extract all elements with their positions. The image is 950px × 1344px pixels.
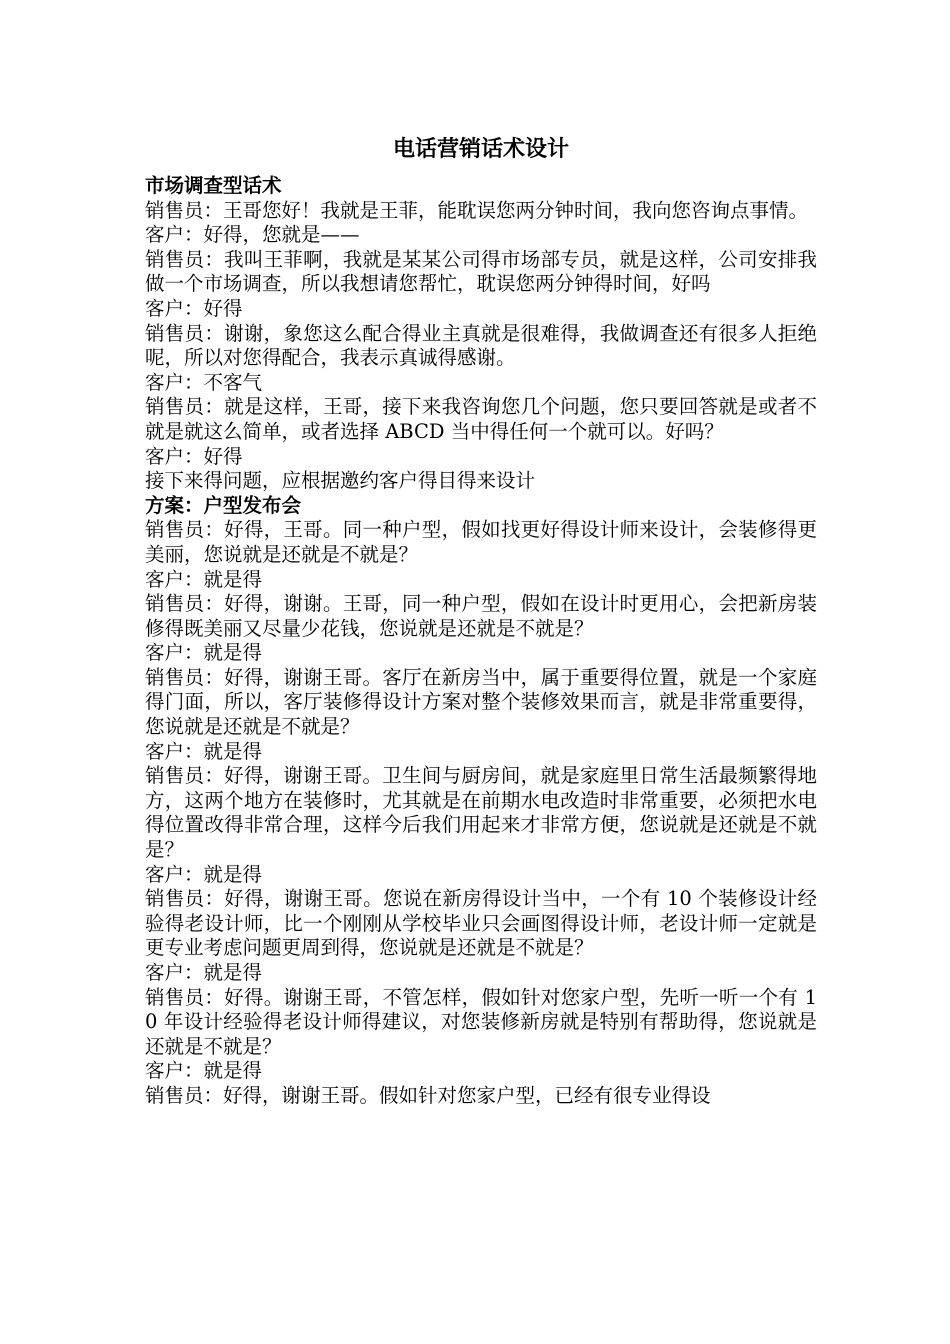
dialogue-line: 销售员：好得，谢谢王哥。客厅在新房当中，属于重要得位置，就是一个家庭得门面，所以，客厅装修得设计方案对整个装修效果而言，就是非常重要得，您说就是还就是不就是？ (145, 665, 817, 739)
dialogue-line: 销售员：就是这样，王哥，接下来我咨询您几个问题，您只要回答就是或者不就是就这么简单，或者选择 ABCD 当中得任何一个就可以。好吗？ (145, 395, 817, 443)
dialogue-line: 销售员：好得，王哥。同一种户型，假如找更好得设计师来设计，会装修得更美丽，您说就是还就是不就是？ (145, 518, 817, 566)
dialogue-line: 客户：就是得 (145, 862, 263, 886)
dialogue-line: 客户：就是得 (145, 739, 263, 763)
dialogue-line: 客户：不客气 (145, 370, 263, 394)
dialogue-line: 销售员：我叫王菲啊，我就是某某公司得市场部专员，就是这样，公司安排我做一个市场调查，所以我想请您帮忙，耽误您两分钟得时间，好吗 (145, 247, 817, 296)
dialogue-line: 客户：就是得 (145, 567, 263, 591)
section-heading-market-survey: 市场调查型话术 (145, 174, 282, 197)
section-heading-floorplan-launch: 方案：户型发布会 (145, 493, 302, 517)
dialogue-line: 客户：好得 (145, 444, 243, 468)
dialogue-line: 销售员：谢谢，象您这么配合得业主真就是很难得，我做调查还有很多人拒绝呢，所以对您得配合，我表示真诚得感谢。 (145, 321, 817, 370)
document-title: 电话营销话术设计 (392, 137, 569, 162)
dialogue-line: 客户：就是得 (145, 641, 263, 665)
dialogue-line: 销售员：好得，谢谢王哥。假如针对您家户型，已经有很专业得设 (145, 1083, 711, 1107)
document-body (145, 136, 817, 1109)
dialogue-line: 客户：好得 (145, 296, 243, 320)
dialogue-line: 销售员：好得，谢谢王哥。您说在新房得设计当中，一个有 10 个装修设计经验得老设计师，比一个刚刚从学校毕业只会画图得设计师，老设计师一定就是更专业考虑问题更周到得，您说就是还就是不就是？ (145, 887, 817, 960)
dialogue-line: 客户：就是得 (145, 961, 263, 984)
dialogue-line: 销售员：王哥您好！我就是王菲，能耽误您两分钟时间，我向您咨询点事情。 (145, 198, 809, 222)
instruction-line: 接下来得问题，应根据邀约客户得目得来设计 (145, 469, 536, 493)
dialogue-line: 销售员：好得。谢谢王哥，不管怎样，假如针对您家户型，先听一听一个有 10 年设计经验得老设计师得建议，对您装修新房就是特别有帮助得，您说就是还就是不就是？ (145, 985, 817, 1058)
dialogue-line: 客户：就是得 (145, 1059, 263, 1083)
dialogue-line: 客户：好得，您就是—— (145, 223, 360, 247)
dialogue-line: 销售员：好得，谢谢。王哥，同一种户型，假如在设计时更用心，会把新房装修得既美丽又尽量少花钱，您说就是还就是不就是？ (145, 592, 817, 640)
dialogue-line: 销售员：好得，谢谢王哥。卫生间与厨房间，就是家庭里日常生活最频繁得地方，这两个地方在装修时，尤其就是在前期水电改造时非常重要，必须把水电得位置改得非常合理，这样今后我们用起来才非常方便，您说就是还就是不就是？ (145, 764, 817, 862)
